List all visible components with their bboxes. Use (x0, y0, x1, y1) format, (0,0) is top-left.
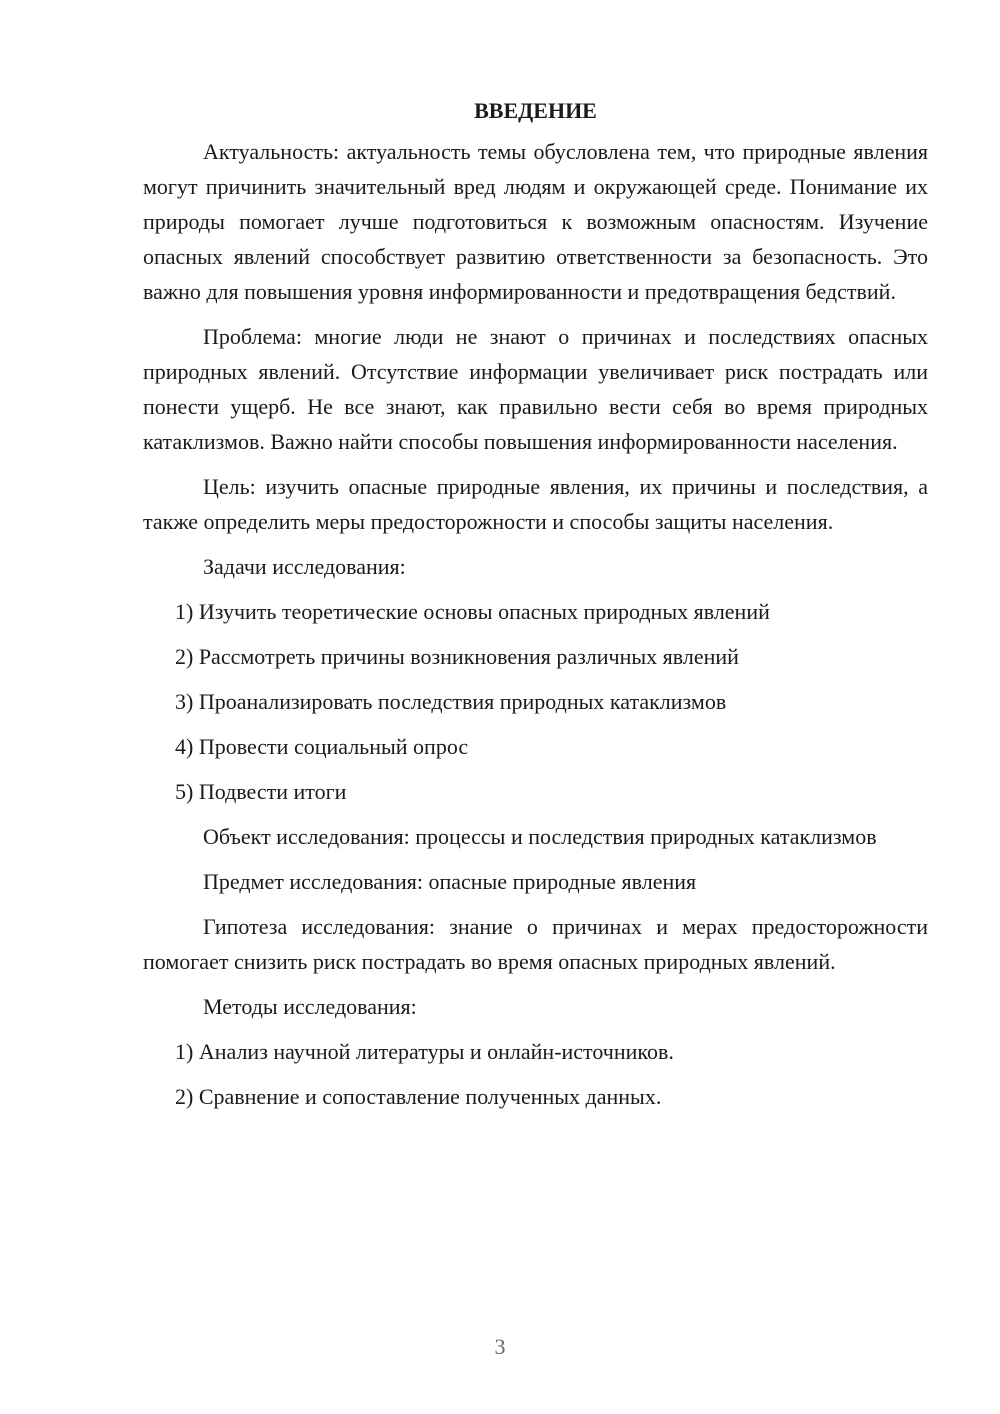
task-item: 4) Провести социальный опрос (175, 734, 469, 759)
method-item: 2) Сравнение и сопоставление полученных данных. (175, 1084, 662, 1109)
goal-paragraph: Цель: изучить опасные природные явления, их причины и последствия, а также определить меры предосторожности и способы защиты населения. (143, 474, 928, 534)
task-item: 2) Рассмотреть причины возникновения различных явлений (175, 644, 739, 669)
page-title: ВВЕДЕНИЕ (474, 98, 597, 123)
page-content (143, 95, 928, 1124)
task-item: 1) Изучить теоретические основы опасных природных явлений (175, 599, 770, 624)
hypothesis-paragraph: Гипотеза исследования: знание о причинах и мерах предосторожности помогает снизить риск пострадать во время опасных природных явлений. (143, 914, 928, 974)
object-paragraph: Объект исследования: процессы и последствия природных катаклизмов (203, 824, 877, 849)
relevance-paragraph: Актуальность: актуальность темы обусловлена тем, что природные явления могут причинить значительный вред людям и окружающей среде. Понимание их природы помогает лучше подготовиться к возможным опасностям. Изучение опасных явлений способствует развитию ответственности за безопасность. Это важно для повышения уровня информированности и предотвращения бедствий. (143, 139, 928, 304)
problem-paragraph: Проблема: многие люди не знают о причинах и последствиях опасных природных явлений. Отсутствие информации увеличивает риск пострадать или понести ущерб. Не все знают, как правильно вести себя во время природных катаклизмов. Важно найти способы повышения информированности населения. (143, 324, 928, 454)
task-item: 5) Подвести итоги (175, 779, 347, 804)
method-item: 1) Анализ научной литературы и онлайн-источников. (175, 1039, 674, 1064)
subject-paragraph: Предмет исследования: опасные природные явления (203, 869, 697, 894)
page-number: 3 (494, 1334, 506, 1359)
methods-heading: Методы исследования: (203, 994, 417, 1019)
tasks-list (143, 594, 928, 809)
methods-list (143, 1034, 928, 1114)
task-item: 3) Проанализировать последствия природных катаклизмов (175, 689, 727, 714)
tasks-heading: Задачи исследования: (203, 554, 406, 579)
